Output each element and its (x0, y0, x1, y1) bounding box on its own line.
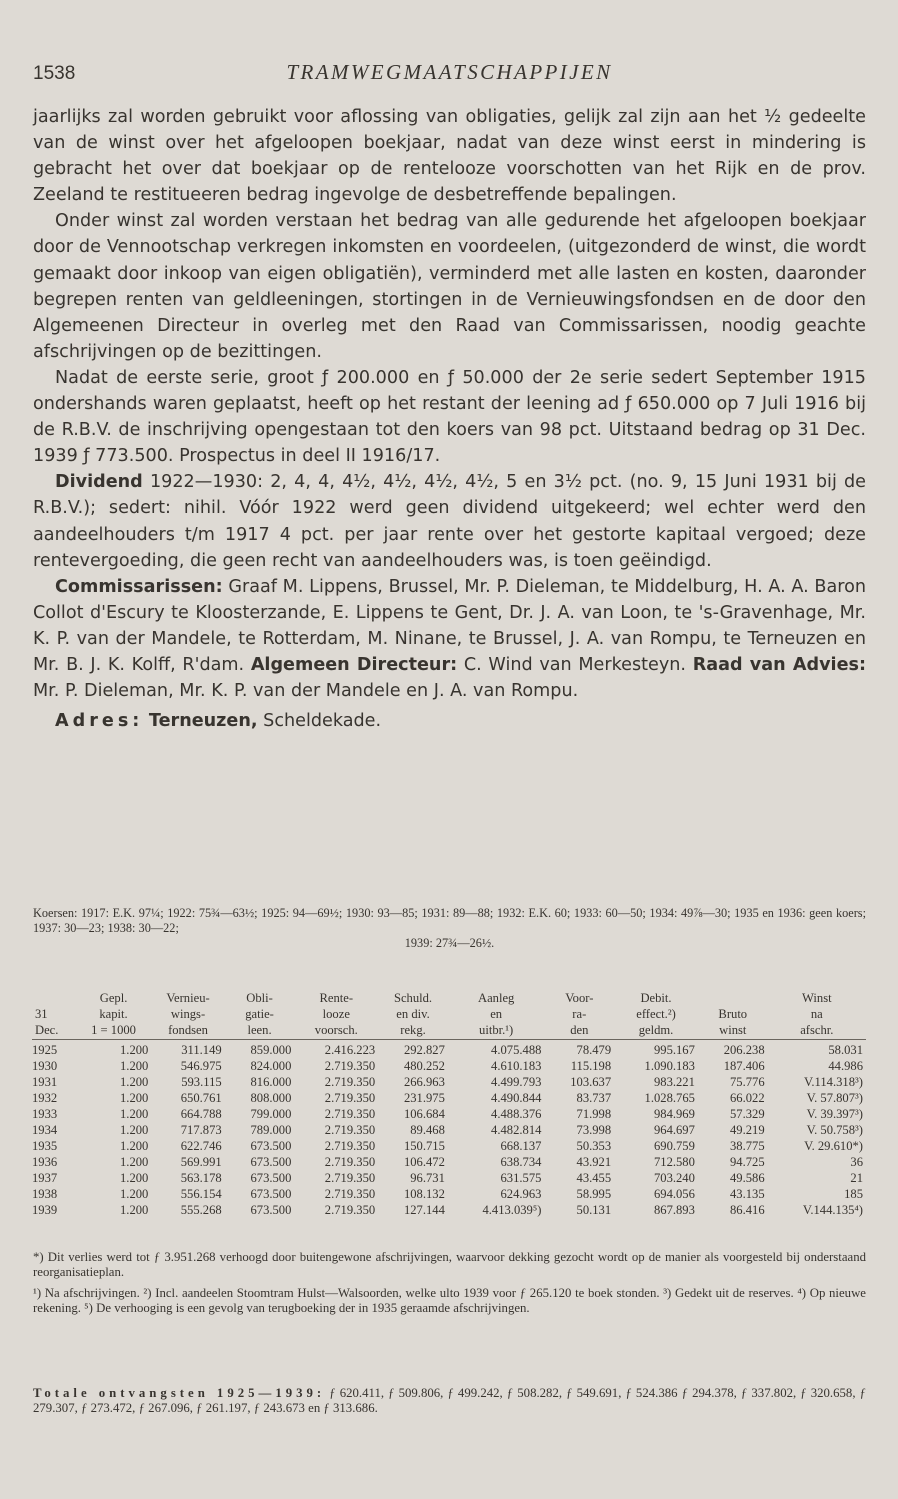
table-cell: 231.975 (403, 1091, 445, 1105)
column-header: en div. (396, 1007, 430, 1021)
table-cell: 1930 (32, 1059, 58, 1073)
table-row (32, 1138, 866, 1154)
table-cell: 1937 (32, 1171, 58, 1185)
table-cell: 4.488.376 (491, 1107, 542, 1121)
table-cell: 1.200 (120, 1155, 149, 1169)
table-row (32, 1058, 866, 1074)
adres-label: Adres: (55, 711, 144, 732)
table-cell: 1936 (32, 1155, 58, 1169)
main-text (33, 104, 866, 734)
column-header: Winst (802, 991, 832, 1005)
table-cell: 624.963 (500, 1187, 542, 1201)
column-header: uitbr.¹) (448, 1022, 545, 1040)
running-title: TRAMWEGMAATSCHAPPIJEN (286, 60, 613, 84)
table-cell: 556.154 (180, 1187, 222, 1201)
table-cell: 94.725 (730, 1155, 765, 1169)
commissarissen-label: Commissarissen: (55, 576, 223, 597)
table-cell: 694.056 (653, 1187, 695, 1201)
table-cell: 185 (844, 1187, 863, 1201)
table-cell: 1.200 (120, 1123, 149, 1137)
table-cell: 593.115 (181, 1075, 222, 1089)
paragraph-leening: Nadat de eerste serie, groot ƒ 200.000 en ƒ 50.000 der 2e serie sedert September 1915 ondershands waren geplaatst, heeft op het restant der leening ad ƒ 650.000 op 7 Juli 1916 bij de R.B.V. de inschrijving opengestaan tot den koers van 98 pct. Uitstaand bedrag op 31 Dec. 1939 ƒ 773.500. Prospectus in deel II 1916/17. (33, 367, 866, 467)
table-cell: 292.827 (403, 1043, 445, 1057)
table-cell: 984.969 (653, 1107, 695, 1121)
table-cell: 43.135 (730, 1187, 765, 1201)
table-cell: 50.131 (576, 1203, 612, 1217)
table-cell: 75.776 (730, 1075, 765, 1089)
table-cell: 964.697 (653, 1123, 695, 1137)
table-cell: 1.200 (120, 1091, 149, 1105)
table-cell: 1.200 (120, 1107, 149, 1121)
table-cell: 717.873 (180, 1123, 222, 1137)
table-cell: 789.000 (250, 1123, 292, 1137)
column-header: voorsch. (294, 1022, 378, 1040)
column-header: Vernieu- (166, 991, 210, 1005)
table-cell: 38.775 (730, 1139, 765, 1153)
advies-text: Mr. P. Dieleman, Mr. K. P. van der Mandele en J. A. van Rompu. (33, 681, 579, 702)
table-cell: 103.637 (570, 1075, 612, 1089)
column-header: na (810, 1007, 823, 1021)
column-header: ra- (572, 1007, 587, 1021)
table-cell: 311.149 (181, 1043, 222, 1057)
table-cell: 4.499.793 (491, 1075, 542, 1089)
table-cell: 673.500 (250, 1155, 292, 1169)
table-cell: V.114.318³) (803, 1075, 863, 1089)
table-cell: 631.575 (500, 1171, 542, 1185)
column-header: leen. (225, 1022, 295, 1040)
directeur-text: C. Wind van Merkesteyn. (463, 654, 687, 675)
table-cell: 1.200 (120, 1171, 149, 1185)
table-cell: V. 39.397³) (806, 1107, 863, 1121)
table-cell: 50.353 (576, 1139, 612, 1153)
column-header: Schuld. (393, 991, 433, 1005)
directeur-label: Algemeen Directeur: (250, 654, 458, 675)
column-header: gatie- (245, 1007, 274, 1021)
table-cell: 1938 (32, 1187, 58, 1201)
table-cell: 43.921 (576, 1155, 612, 1169)
table-cell: 2.719.350 (324, 1059, 376, 1073)
table-cell: 1.200 (120, 1139, 149, 1153)
paragraph-winst-definitie: Onder winst zal worden verstaan het bedrag van alle gedurende het afgeloopen boekjaar door de Vennootschap verkregen inkomsten en voordeelen, (uitgezonderd de winst, die wordt gemaakt door inkoop van eigen obligatiën), verminderd met alle lasten en kosten, daaronder begrepen renten van geldleeningen, stortingen in de Vernieuwingsfondsen en de door den Algemeenen Directeur in overleg met den Raad van Commissarissen, noodig geachte afschrijvingen op de bezittingen. (33, 211, 866, 362)
table-cell: 1932 (32, 1091, 58, 1105)
table-cell: 57.329 (730, 1107, 765, 1121)
paragraph-adres (33, 708, 866, 734)
table-cell: 995.167 (653, 1043, 695, 1057)
table-row (32, 1186, 866, 1202)
table-cell: 816.000 (250, 1075, 292, 1089)
table-cell: 4.490.844 (491, 1091, 542, 1105)
table-cell: 1934 (32, 1123, 58, 1137)
column-header: Dec. (32, 1022, 76, 1040)
koersen-block (33, 906, 866, 951)
table-cell: 480.252 (403, 1059, 445, 1073)
table-cell: 21 (850, 1171, 863, 1185)
column-header: effect.²) (636, 1007, 676, 1021)
table-cell: 703.240 (653, 1171, 695, 1185)
table-cell: 569.991 (180, 1155, 222, 1169)
table-cell: 2.719.350 (324, 1123, 376, 1137)
table-cell: 622.746 (180, 1139, 222, 1153)
table-cell: 1935 (32, 1139, 58, 1153)
column-header: kapit. (99, 1007, 128, 1021)
table-cell: 58.031 (828, 1043, 863, 1057)
commissarissen-text: Graaf M. Lippens, Brussel, Mr. P. Dieleman, te Middelburg, H. A. A. Baron Collot d'Escury te Kloosterzande, E. Lippens te Gent, Dr. J. A. van Loon, te 's-Gravenhage, Mr. K. P. van der Mandele, te Rotterdam, M. Ninane, te Brussel, J. A. van Rompu, te Terneuzen en Mr. B. J. K. Kolff, R'dam. (33, 576, 867, 675)
table-cell: 555.268 (180, 1203, 222, 1217)
table-cell: 127.144 (403, 1203, 445, 1217)
table-row (32, 1154, 866, 1170)
table-cell: V. 29.610*) (804, 1139, 863, 1153)
table-cell: 106.472 (403, 1155, 445, 1169)
table-cell: V.144.135⁴) (802, 1203, 863, 1217)
table-cell: 824.000 (250, 1059, 292, 1073)
footnote-numbered: ¹) Na afschrijvingen. ²) Incl. aandeelen Stoomtram Hulst—Walsoorden, welke ulto 1939 voor ƒ 265.120 te boek stonden. ³) Gedekt uit de reserves. ⁴) Op nieuwe rekening. ⁵) De verhooging is een gevolg van terugboeking der in 1935 geraamde afschrijvingen. (33, 1286, 866, 1315)
paragraph-aflossing: jaarlijks zal worden gebruikt voor aflossing van obligaties, gelijk zal zijn aan het ½ gedeelte van de winst over het afgeloopen boekjaar, nadat van deze winst eerst in mindering is gebracht het over dat boekjaar op de rentelooze voorschotten van het Rijk en de prov. Zeeland te restitueeren bedrag ingevolge de desbetreffende bepalingen. (33, 107, 866, 206)
column-header (698, 990, 768, 1006)
totale-text: ƒ 620.411, ƒ 509.806, ƒ 499.242, ƒ 508.282, ƒ 549.691, ƒ 524.386 ƒ 294.378, ƒ 337.802, ƒ 320.658, ƒ 279.307, ƒ 273.472, ƒ 267.096, ƒ 261.197, ƒ 243.673 en ƒ 313.686. (33, 1386, 866, 1415)
table-cell: 2.416.223 (324, 1043, 376, 1057)
table-cell: 2.719.350 (324, 1203, 376, 1217)
table-cell: 867.893 (653, 1203, 695, 1217)
table-row (32, 1170, 866, 1186)
table-cell: 638.734 (500, 1155, 542, 1169)
table-row (32, 1106, 866, 1122)
column-header: winst (698, 1022, 768, 1040)
table-cell: 2.719.350 (324, 1171, 376, 1185)
table-cell: 4.413.039⁵) (482, 1203, 542, 1217)
table-cell: 4.075.488 (491, 1043, 542, 1057)
table-header (32, 990, 866, 1040)
column-header: rekg. (378, 1022, 448, 1040)
table-cell: 673.500 (250, 1187, 292, 1201)
header-row (32, 990, 866, 1006)
table-cell: 546.975 (180, 1059, 222, 1073)
header-row (32, 1006, 866, 1022)
table-cell: 1.200 (120, 1043, 149, 1057)
column-header: fondsen (151, 1022, 224, 1040)
column-header: 1 = 1000 (76, 1022, 152, 1040)
page-header (33, 60, 866, 88)
koersen-text: Koersen: 1917: E.K. 97¼; 1922: 75¾—63½; 1925: 94—69½; 1930: 93—85; 1931: 89—88; 1932: E.K. 60; 1933: 60—50; 1934: 49⅞—30; 1935 en 1936: geen koers; 1937: 30—23; 1938: 30—22; (33, 906, 866, 935)
table-cell: 150.715 (403, 1139, 445, 1153)
table-cell: 1939 (32, 1203, 58, 1217)
table-cell: 690.759 (653, 1139, 695, 1153)
column-header: afschr. (768, 1022, 866, 1040)
column-header: looze (322, 1007, 350, 1021)
advies-label: Raad van Advies: (692, 654, 867, 675)
column-header: 31 (35, 1007, 48, 1021)
table-cell: 36 (850, 1155, 863, 1169)
table-cell: 563.178 (180, 1171, 222, 1185)
table-body (32, 1040, 866, 1219)
table-cell: 73.998 (576, 1123, 612, 1137)
table-cell: 58.995 (576, 1187, 612, 1201)
table-cell: 206.238 (723, 1043, 765, 1057)
table-cell: V. 57.807³) (806, 1091, 863, 1105)
column-header: wings- (170, 1007, 206, 1021)
totale-label: Totale ontvangsten 1925—1939: (33, 1386, 326, 1400)
table-cell: 2.719.350 (324, 1107, 376, 1121)
financial-table (32, 990, 866, 1218)
column-header: Debit. (640, 991, 672, 1005)
paragraph-bestuur (33, 574, 866, 704)
table-cell: 115.198 (570, 1059, 612, 1073)
table-cell: 1931 (32, 1075, 58, 1089)
table-cell: 664.788 (180, 1107, 222, 1121)
table-cell: 78.479 (576, 1043, 612, 1057)
table-cell: 2.719.350 (324, 1187, 376, 1201)
table-cell: 1.200 (120, 1203, 149, 1217)
table-cell: 1.090.183 (644, 1059, 695, 1073)
table-cell: 2.719.350 (324, 1155, 376, 1169)
table-cell: 1.200 (120, 1059, 149, 1073)
table-cell: 673.500 (250, 1171, 292, 1185)
table-cell: 66.022 (730, 1091, 765, 1105)
table-cell: 83.737 (576, 1091, 612, 1105)
dividend-label: Dividend (55, 472, 143, 493)
table-cell: 2.719.350 (324, 1075, 376, 1089)
column-header: Obli- (246, 991, 273, 1005)
adres-street: Scheldekade. (263, 711, 382, 732)
table-cell: 673.500 (250, 1139, 292, 1153)
column-header: geldm. (614, 1022, 698, 1040)
table-cell: 71.998 (576, 1107, 612, 1121)
table-row (32, 1040, 866, 1059)
table-cell: 266.963 (403, 1075, 445, 1089)
table-cell: V. 50.758³) (806, 1123, 863, 1137)
column-header: Aanleg (477, 991, 515, 1005)
koersen-last: 1939: 27¾—26½. (404, 936, 495, 950)
footnotes (33, 1250, 866, 1322)
table-cell: 668.137 (500, 1139, 542, 1153)
paragraph-dividend (33, 469, 866, 573)
table-cell: 4.482.814 (491, 1123, 542, 1137)
column-header: Gepl. (99, 991, 128, 1005)
column-header: Bruto (718, 1007, 748, 1021)
table-cell: 86.416 (730, 1203, 765, 1217)
table-cell: 1.200 (120, 1075, 149, 1089)
adres-city: Terneuzen, (148, 711, 258, 732)
totale-ontvangsten (33, 1386, 866, 1416)
column-header (32, 990, 76, 1006)
table-row (32, 1074, 866, 1090)
footnote-star: *) Dit verlies werd tot ƒ 3.951.268 verhoogd door buitengewone afschrijvingen, waarvoor dekking gezocht wordt op de manier als voorgesteld bij onderstaand reorganisatieplan. (33, 1250, 866, 1279)
table-cell: 2.719.350 (324, 1091, 376, 1105)
table-cell: 808.000 (250, 1091, 292, 1105)
table-cell: 187.406 (723, 1059, 765, 1073)
table-cell: 1925 (32, 1043, 58, 1057)
column-header: en (490, 1007, 503, 1021)
table-cell: 673.500 (250, 1203, 292, 1217)
table-cell: 1933 (32, 1107, 58, 1121)
table-cell: 89.468 (410, 1123, 445, 1137)
table-cell: 1.200 (120, 1187, 149, 1201)
dividend-text: 1922—1930: 2, 4, 4, 4½, 4½, 4½, 4½, 5 en 3½ pct. (no. 9, 15 Juni 1931 bij de R.B.V.); sedert: nihil. Vóór 1922 werd geen dividend uitgekeerd; wel echter werd den aandeelhouders t/m 1917 4 pct. per jaar rente over het gestorte kapitaal vergoed; deze rentevergoeding, die geen recht van aandeelhouders was, is toen geëindigd. (33, 472, 867, 571)
table-row (32, 1122, 866, 1138)
table-row (32, 1090, 866, 1106)
table-cell: 2.719.350 (324, 1139, 376, 1153)
table-cell: 859.000 (250, 1043, 292, 1057)
table-cell: 4.610.183 (491, 1059, 542, 1073)
table-cell: 1.028.765 (644, 1091, 695, 1105)
table-cell: 108.132 (403, 1187, 445, 1201)
table-cell: 712.580 (653, 1155, 695, 1169)
table-cell: 49.219 (730, 1123, 765, 1137)
table-cell: 44.986 (828, 1059, 863, 1073)
column-header: den (544, 1022, 614, 1040)
table-cell: 983.221 (653, 1075, 695, 1089)
table-cell: 106.684 (403, 1107, 445, 1121)
table-cell: 49.586 (730, 1171, 765, 1185)
header-row (32, 1022, 866, 1040)
table-cell: 43.455 (576, 1171, 612, 1185)
table-cell: 799.000 (250, 1107, 292, 1121)
table-cell: 96.731 (410, 1171, 445, 1185)
table-cell: 650.761 (180, 1091, 222, 1105)
page-number: 1538 (33, 63, 76, 84)
column-header: Rente- (319, 991, 354, 1005)
table-row (32, 1202, 866, 1218)
column-header: Voor- (565, 991, 594, 1005)
